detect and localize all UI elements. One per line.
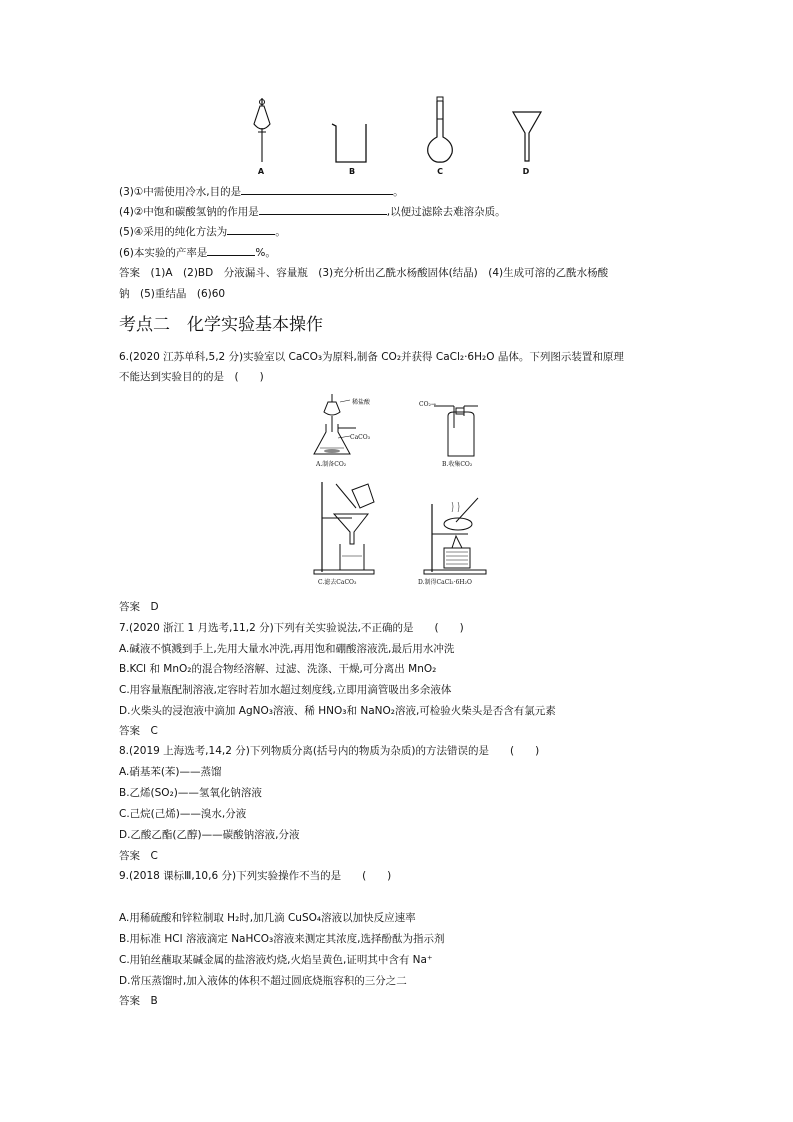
q9-option-d: D.常压蒸馏时,加入液体的体积不超过圆底烧瓶容积的三分之二 <box>119 975 407 987</box>
fig-a-acid-label: 稀盐酸 <box>352 399 371 406</box>
q8-option-a: A.硝基苯(苯)——蒸馏 <box>119 766 222 778</box>
apparatus-label-c: C <box>437 167 443 176</box>
answer-blank-3[interactable] <box>241 184 393 195</box>
q9-option-b: B.用标准 HCl 溶液滴定 NaHCO₃溶液来测定其浓度,选择酚酞为指示剂 <box>119 933 445 945</box>
q9-option-c: C.用铂丝蘸取某碱金属的盐溶液灼烧,火焰呈黄色,证明其中含有 Na⁺ <box>119 954 433 966</box>
q7-answer: 答案 C <box>119 725 158 737</box>
funnel-figure <box>512 111 542 163</box>
fig-a-caption: A.制备CO₂ <box>316 461 347 468</box>
question-4-line: (4)②中饱和碳酸氢钠的作用是 ,以便过滤除去难溶杂质。 <box>119 206 506 218</box>
fig-d-caption: D.制得CaCl₂·6H₂O <box>418 579 472 586</box>
q6-stem-line-1: 6.(2020 江苏单科,5,2 分)实验室以 CaCO₃为原料,制备 CO₂并获得 CaCl₂·6H₂O 晶体。下列图示装置和原理 <box>119 351 624 363</box>
separatory-funnel-figure <box>250 98 274 164</box>
fig-d-evaporate <box>422 494 502 578</box>
fig-b-co2-label: CO₂→ <box>419 401 436 408</box>
fig-c-caption: C.滤去CaCO₃ <box>318 579 357 586</box>
question-6-line: (6)本实验的产率是 %。 <box>119 247 276 259</box>
apparatus-label-d: D <box>522 167 530 176</box>
apparatus-label-b: B <box>348 167 356 176</box>
answer-blank-4[interactable] <box>259 204 387 215</box>
q7-option-c: C.用容量瓶配制溶液,定容时若加水超过刻度线,立即用滴管吸出多余液体 <box>119 684 452 696</box>
q9-stem: 9.(2018 课标Ⅲ,10,6 分)下列实验操作不当的是 ( ) <box>119 870 392 882</box>
q8-option-c: C.己烷(己烯)——溴水,分液 <box>119 808 247 820</box>
question-5-line: (5)④采用的纯化方法为 。 <box>119 226 286 238</box>
q9-option-a: A.用稀硫酸和锌粒制取 H₂时,加几滴 CuSO₄溶液以加快反应速率 <box>119 912 416 924</box>
apparatus-label-a: A <box>257 167 265 176</box>
q7-option-a: A.碱液不慎溅到手上,先用大量水冲洗,再用饱和硼酸溶液洗,最后用水冲洗 <box>119 643 455 655</box>
section-title: 考点二 化学实验基本操作 <box>119 315 323 335</box>
fig-b-caption: B.收集CO₂ <box>442 461 473 468</box>
answer-blank-5[interactable] <box>227 224 275 235</box>
q7-option-d: D.火柴头的浸泡液中滴加 AgNO₃溶液、稀 HNO₃和 NaNO₂溶液,可检验火柴头是否含有氯元素 <box>119 705 556 717</box>
q6-answer: 答案 D <box>119 601 159 613</box>
answer-line-2: 钠 (5)重结晶 (6)60 <box>119 288 226 300</box>
question-3-line: (3)①中需使用冷水,目的是 。 <box>119 186 404 198</box>
q7-option-b: B.KCl 和 MnO₂的混合物经溶解、过滤、洗涤、干燥,可分离出 MnO₂ <box>119 663 437 675</box>
volumetric-flask-figure <box>424 97 456 163</box>
fig-c-filter-caco3 <box>312 478 396 578</box>
q9-answer: 答案 B <box>119 995 158 1007</box>
beaker-figure <box>330 122 370 164</box>
q8-stem: 8.(2019 上海选考,14,2 分)下列物质分离(括号内的物质为杂质)的方法错误的是 ( ) <box>119 745 540 757</box>
q8-option-b: B.乙烯(SO₂)——氢氧化钠溶液 <box>119 787 262 799</box>
q8-answer: 答案 C <box>119 850 158 862</box>
q6-stem-line-2: 不能达到实验目的的是 ( ) <box>119 371 264 383</box>
answer-line-1: 答案 (1)A (2)BD 分液漏斗、容量瓶 (3)充分析出乙酰水杨酸固体(结晶) (4)生成可溶的乙酰水杨酸 <box>119 267 609 279</box>
fig-a-caco3-label: CaCO₃ <box>350 434 371 441</box>
q7-stem: 7.(2020 浙江 1 月选考,11,2 分)下列有关实验说法,不正确的是 ( ) <box>119 622 464 634</box>
q8-option-d: D.乙酸乙酯(乙醇)——碳酸钠溶液,分液 <box>119 829 300 841</box>
answer-blank-6[interactable] <box>207 245 255 256</box>
